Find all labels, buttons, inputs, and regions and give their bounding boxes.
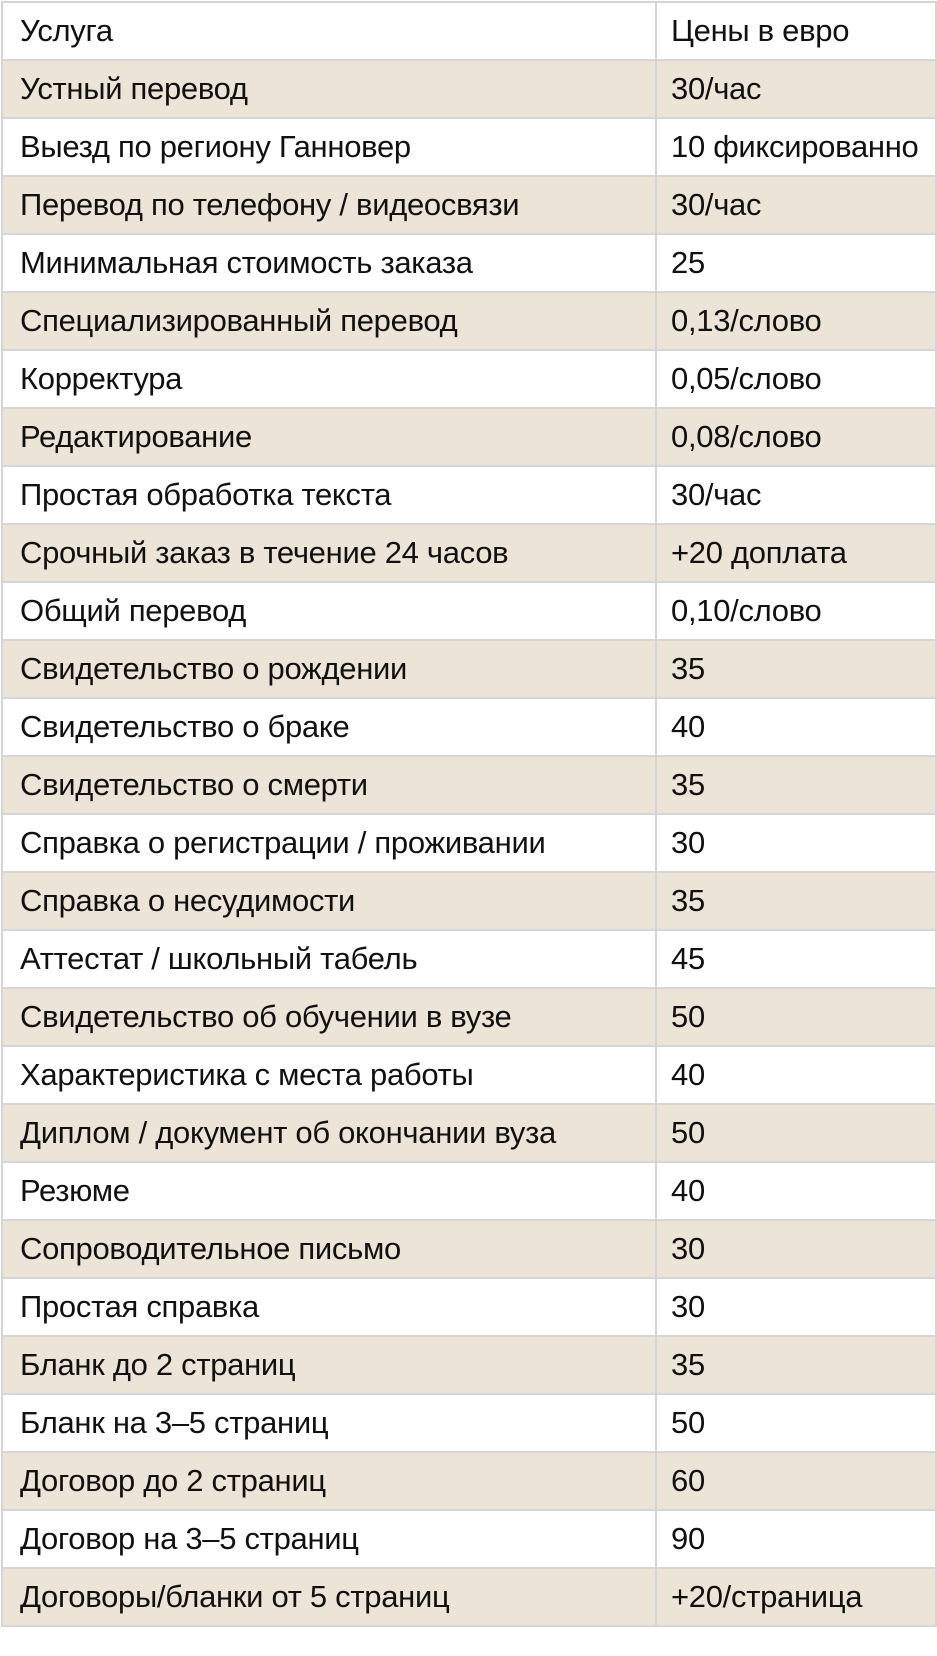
service-cell: Свидетельство о рождении bbox=[2, 640, 656, 698]
table-header-row bbox=[2, 2, 936, 60]
service-cell: Устный перевод bbox=[2, 60, 656, 118]
service-cell: Срочный заказ в течение 24 часов bbox=[2, 524, 656, 582]
table-row bbox=[2, 292, 936, 350]
service-cell: Диплом / документ об окончании вуза bbox=[2, 1104, 656, 1162]
price-cell: 35 bbox=[656, 640, 936, 698]
service-cell: Свидетельство о браке bbox=[2, 698, 656, 756]
service-cell: Выезд по региону Ганновер bbox=[2, 118, 656, 176]
price-cell: 0,10/слово bbox=[656, 582, 936, 640]
price-cell: 10 фиксированно bbox=[656, 118, 936, 176]
table-row bbox=[2, 698, 936, 756]
price-cell: +20/страница bbox=[656, 1568, 936, 1626]
price-cell: 40 bbox=[656, 1046, 936, 1104]
table-row bbox=[2, 582, 936, 640]
price-cell: +20 доплата bbox=[656, 524, 936, 582]
price-cell: 90 bbox=[656, 1510, 936, 1568]
table-row bbox=[2, 1046, 936, 1104]
table-row bbox=[2, 1104, 936, 1162]
service-cell: Корректура bbox=[2, 350, 656, 408]
service-cell: Резюме bbox=[2, 1162, 656, 1220]
service-cell: Договоры/бланки от 5 страниц bbox=[2, 1568, 656, 1626]
price-cell: 50 bbox=[656, 1104, 936, 1162]
price-cell: 30 bbox=[656, 1278, 936, 1336]
table-row bbox=[2, 640, 936, 698]
price-cell: 60 bbox=[656, 1452, 936, 1510]
service-cell: Справка о несудимости bbox=[2, 872, 656, 930]
table-row bbox=[2, 930, 936, 988]
service-cell: Перевод по телефону / видеосвязи bbox=[2, 176, 656, 234]
table-row bbox=[2, 756, 936, 814]
header-price: Цены в евро bbox=[656, 2, 936, 60]
service-cell: Бланк до 2 страниц bbox=[2, 1336, 656, 1394]
table-row bbox=[2, 118, 936, 176]
price-cell: 35 bbox=[656, 872, 936, 930]
price-cell: 25 bbox=[656, 234, 936, 292]
table-row bbox=[2, 1510, 936, 1568]
price-cell: 30/час bbox=[656, 466, 936, 524]
table-row bbox=[2, 814, 936, 872]
service-cell: Редактирование bbox=[2, 408, 656, 466]
table-row bbox=[2, 872, 936, 930]
service-cell: Договор до 2 страниц bbox=[2, 1452, 656, 1510]
price-cell: 30/час bbox=[656, 176, 936, 234]
table-row bbox=[2, 524, 936, 582]
service-cell: Простая справка bbox=[2, 1278, 656, 1336]
price-cell: 30/час bbox=[656, 60, 936, 118]
service-cell: Характеристика с места работы bbox=[2, 1046, 656, 1104]
service-cell: Аттестат / школьный табель bbox=[2, 930, 656, 988]
price-cell: 45 bbox=[656, 930, 936, 988]
price-cell: 0,13/слово bbox=[656, 292, 936, 350]
service-cell: Общий перевод bbox=[2, 582, 656, 640]
service-cell: Минимальная стоимость заказа bbox=[2, 234, 656, 292]
service-cell: Специализированный перевод bbox=[2, 292, 656, 350]
service-cell: Договор на 3–5 страниц bbox=[2, 1510, 656, 1568]
price-cell: 30 bbox=[656, 1220, 936, 1278]
price-cell: 35 bbox=[656, 1336, 936, 1394]
table-row bbox=[2, 350, 936, 408]
price-cell: 50 bbox=[656, 1394, 936, 1452]
table-row bbox=[2, 176, 936, 234]
service-cell: Справка о регистрации / проживании bbox=[2, 814, 656, 872]
service-cell: Сопроводительное письмо bbox=[2, 1220, 656, 1278]
service-cell: Свидетельство об обучении в вузе bbox=[2, 988, 656, 1046]
price-cell: 40 bbox=[656, 1162, 936, 1220]
table-row bbox=[2, 1452, 936, 1510]
table-row bbox=[2, 234, 936, 292]
service-cell: Свидетельство о смерти bbox=[2, 756, 656, 814]
table-row bbox=[2, 408, 936, 466]
price-cell: 40 bbox=[656, 698, 936, 756]
table-row bbox=[2, 1336, 936, 1394]
price-cell: 0,08/слово bbox=[656, 408, 936, 466]
price-cell: 50 bbox=[656, 988, 936, 1046]
service-cell: Бланк на 3–5 страниц bbox=[2, 1394, 656, 1452]
price-cell: 35 bbox=[656, 756, 936, 814]
price-cell: 0,05/слово bbox=[656, 350, 936, 408]
table-row bbox=[2, 60, 936, 118]
table-row bbox=[2, 1162, 936, 1220]
table-row bbox=[2, 988, 936, 1046]
table-row bbox=[2, 1278, 936, 1336]
table-row bbox=[2, 1568, 936, 1626]
table-row bbox=[2, 1394, 936, 1452]
price-cell: 30 bbox=[656, 814, 936, 872]
price-table bbox=[1, 1, 937, 1627]
header-service: Услуга bbox=[2, 2, 656, 60]
table-row bbox=[2, 1220, 936, 1278]
service-cell: Простая обработка текста bbox=[2, 466, 656, 524]
table-row bbox=[2, 466, 936, 524]
